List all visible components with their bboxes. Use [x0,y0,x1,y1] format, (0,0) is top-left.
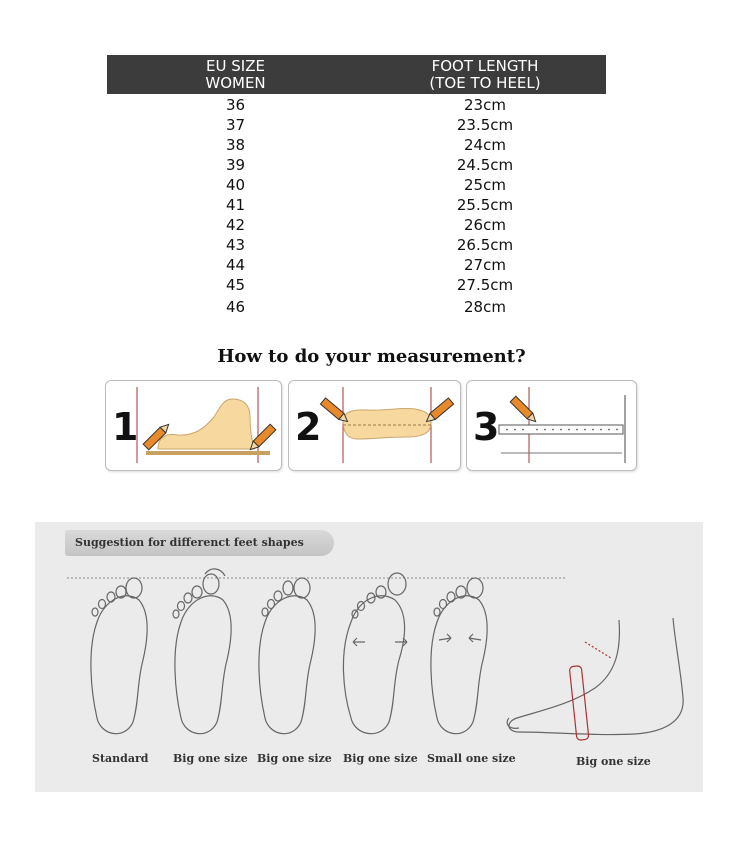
foot-side-outline-icon [507,618,683,740]
eu-size-cell: 36 [225,96,246,114]
eu-size-cell: 40 [225,176,246,194]
table-row [107,175,606,195]
foot-outline-icon [259,578,315,734]
eu-size-cell: 39 [225,156,246,174]
step-number: 2 [295,405,322,449]
eu-size-cell: 42 [225,216,246,234]
table-row [107,297,606,317]
step-number: 1 [112,405,139,449]
pencil-icon [424,398,454,425]
foot-length-cell: 27.5cm [456,276,514,294]
foot-outline-icon [173,569,231,734]
table-row [107,115,606,135]
foot-length-cell: 28cm [464,298,506,316]
foot-length-cell: 27cm [464,256,506,274]
caption-big-one-size: Big one size [257,752,332,765]
foot-outline-icon [431,578,487,734]
eu-size-cell: 46 [225,298,246,316]
pencil-icon [510,396,538,424]
foot-outline-icon [91,578,147,734]
eu-size-cell: 37 [225,116,246,134]
foot-length-cell: 26.5cm [456,236,514,254]
table-row [107,215,606,235]
table-row [107,235,606,255]
header-eu-size: EU SIZE WOMEN [205,56,266,92]
table-row [107,275,606,295]
step-number: 3 [473,405,500,449]
caption-big-one-size: Big one size [343,752,418,765]
header-foot-length: FOOT LENGTH (TOE TO HEEL) [429,56,541,92]
eu-size-cell: 41 [225,196,246,214]
foot-outline-icon [343,573,407,734]
size-table-body [107,95,606,317]
measurement-title: How to do your measurement? [217,346,526,367]
foot-length-cell: 25cm [464,176,506,194]
caption-big-one-size: Big one size [576,755,651,768]
measurement-step-2 [288,380,461,471]
eu-size-cell: 38 [225,136,246,154]
table-row [107,95,606,115]
eu-size-cell: 44 [225,256,246,274]
table-row [107,195,606,215]
foot-length-cell: 24cm [464,136,506,154]
pencil-icon [320,398,350,425]
caption-standard: Standard [92,752,149,765]
table-row [107,155,606,175]
eu-size-cell: 45 [225,276,246,294]
foot-length-cell: 24.5cm [456,156,514,174]
caption-big-one-size: Big one size [173,752,248,765]
floor-strip [146,451,270,455]
foot-length-cell: 23.5cm [456,116,514,134]
foot-side-icon [158,399,254,449]
feet-shapes-panel [35,522,703,792]
caption-small-one-size: Small one size [427,752,516,765]
foot-length-cell: 23cm [464,96,506,114]
table-row [107,255,606,275]
eu-size-cell: 43 [225,236,246,254]
size-table-header [107,55,606,94]
table-row [107,135,606,155]
foot-length-cell: 25.5cm [456,196,514,214]
measurement-step-1 [105,380,282,471]
foot-length-cell: 26cm [464,216,506,234]
foot-top-icon [343,408,431,439]
measurement-step-3 [466,380,637,471]
feet-shapes-label: Suggestion for differenct feet shapes [65,530,334,556]
size-table [107,55,606,317]
